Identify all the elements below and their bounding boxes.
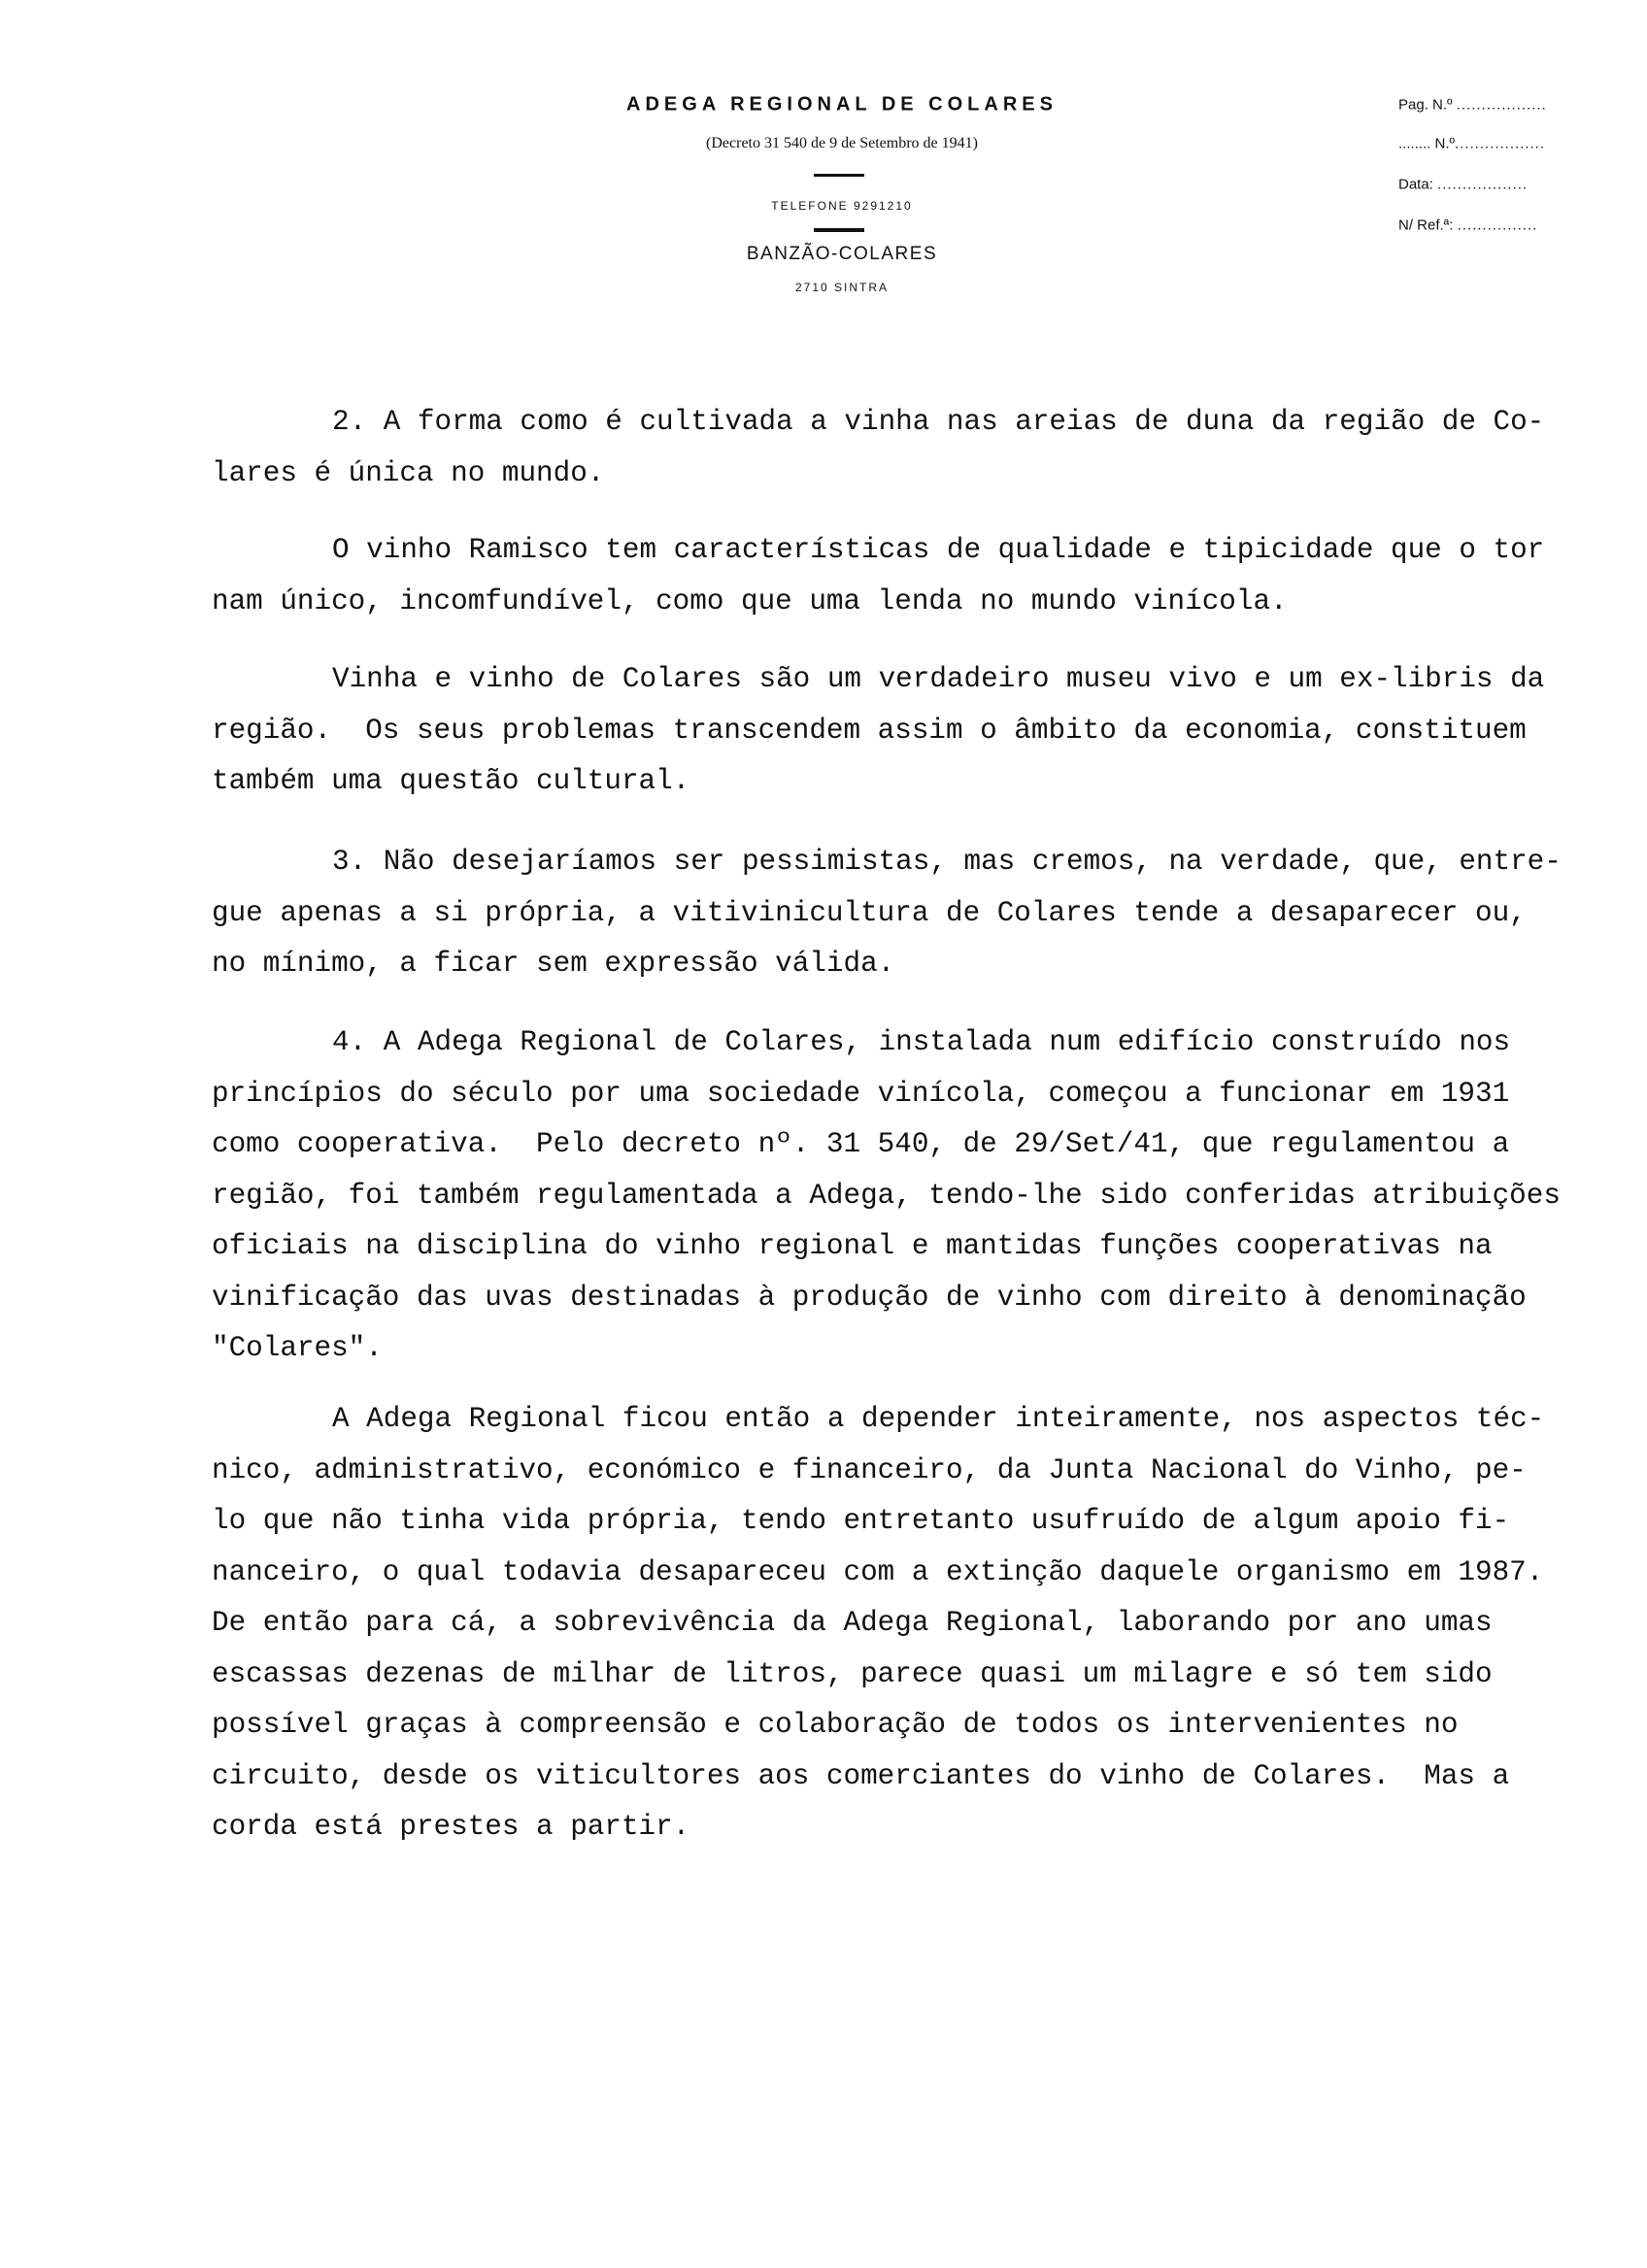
meta-page-number	[1398, 97, 1547, 114]
text-line: 4. A Adega Regional de Colares, instalada num edifício construído nos	[332, 1026, 1511, 1058]
meta-label: Data:	[1398, 176, 1433, 193]
text-line: também uma questão cultural.	[212, 765, 690, 797]
meta-label: Pag. N.º	[1398, 96, 1453, 114]
text-line: possível graças à compreensão e colaboração de todos os intervenientes no	[212, 1709, 1459, 1741]
letterhead-postal: 2710 SINTRA	[794, 281, 890, 294]
text-line: oficiais na disciplina do vinho regional e mantidas funções cooperativas na	[212, 1230, 1493, 1262]
meta-number	[1398, 136, 1545, 152]
letterhead-title: ADEGA REGIONAL DE COLARES	[626, 93, 1058, 116]
paragraph	[212, 1017, 1561, 1375]
text-line: escassas dezenas de milhar de litros, parece quasi um milagre e só tem sido	[212, 1657, 1493, 1690]
text-line: nam único, incomfundível, como que uma lenda no mundo vinícola.	[212, 584, 1288, 617]
text-line: princípios do século por uma sociedade vinícola, começou a funcionar em 1931	[212, 1077, 1510, 1110]
divider	[814, 228, 864, 232]
text-line: 2. A forma como é cultivada a vinha nas areias de duna da região de Co-	[332, 406, 1545, 438]
text-line: Vinha e vinho de Colares são um verdadeiro museu vivo e um ex-libris da	[332, 663, 1545, 695]
paragraph	[212, 837, 1562, 990]
meta-label: ........ N.º	[1398, 135, 1455, 152]
letterhead-decree: (Decreto 31 540 de 9 de Setembro de 1941)	[706, 135, 978, 151]
text-line: O vinho Ramisco tem características de qualidade e tipicidade que o tor	[332, 534, 1545, 566]
text-line: região, foi também regulamentada a Adega, tendo-lhe sido conferidas atribuições	[212, 1179, 1561, 1212]
text-line: lo que não tinha vida própria, tendo entretanto usufruído de algum apoio fi-	[212, 1505, 1510, 1537]
paragraph	[212, 654, 1544, 808]
text-line: "Colares".	[212, 1332, 383, 1364]
paragraph	[212, 397, 1544, 499]
text-line: nanceiro, o qual todavia desapareceu com a extinção daquele organismo em 1987.	[212, 1555, 1544, 1588]
letterhead-place: BANZÃO-COLARES	[746, 244, 938, 264]
text-line: gue apenas a si própria, a vitivinicultura de Colares tende a desaparecer ou,	[212, 896, 1527, 929]
text-line: nico, administrativo, económico e financeiro, da Junta Nacional do Vinho, pe-	[212, 1453, 1527, 1486]
meta-value: ..................	[1456, 96, 1547, 114]
text-line: corda está prestes a partir.	[212, 1811, 690, 1843]
meta-reference	[1398, 217, 1537, 234]
meta-value: ..................	[1437, 176, 1529, 193]
divider	[814, 174, 864, 177]
meta-value: ................	[1457, 217, 1538, 234]
text-line: no mínimo, a ficar sem expressão válida.	[212, 948, 895, 980]
paragraph	[212, 525, 1544, 627]
letterhead-phone: TELEFONE 9291210	[771, 199, 913, 213]
text-line: como cooperativa. Pelo decreto nº. 31 540, de 29/Set/41, que regulamentou a	[212, 1128, 1510, 1160]
text-line: região. Os seus problemas transcendem assim o âmbito da economia, constituem	[212, 714, 1527, 747]
meta-value: ..................	[1455, 135, 1546, 152]
text-line: De então para cá, a sobrevivência da Adega Regional, laborando por ano umas	[212, 1607, 1493, 1639]
text-line: A Adega Regional ficou então a depender inteiramente, nos aspectos téc-	[332, 1403, 1545, 1435]
text-line: vinificação das uvas destinadas à produção de vinho com direito à denominação	[212, 1281, 1527, 1314]
paragraph	[212, 1394, 1544, 1853]
text-line: circuito, desde os viticultores aos comerciantes do vinho de Colares. Mas a	[212, 1759, 1510, 1792]
text-line: lares é única no mundo.	[212, 456, 605, 489]
text-line: 3. Não desejaríamos ser pessimistas, mas cremos, na verdade, que, entre-	[332, 846, 1562, 878]
meta-label: N/ Ref.ª:	[1398, 217, 1454, 234]
meta-date	[1398, 177, 1528, 193]
